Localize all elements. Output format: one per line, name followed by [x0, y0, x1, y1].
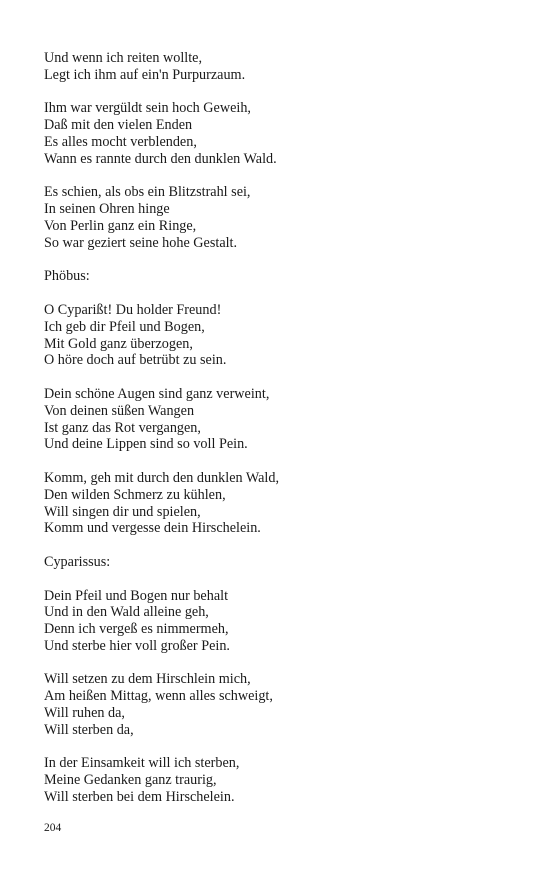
verse-line: Legt ich ihm auf ein'n Purpurzaum.	[44, 66, 246, 83]
verse-line: Ihm war vergüldt sein hoch Geweih,	[44, 100, 251, 117]
verse-line: Dein Pfeil und Bogen nur behalt	[44, 587, 229, 604]
verse-line: Will singen dir und spielen,	[44, 503, 201, 520]
verse-line: Von Perlin ganz ein Ringe,	[44, 217, 197, 234]
verse-line: Am heißen Mittag, wenn alles schweigt,	[44, 688, 273, 705]
verse-line: In der Einsamkeit will ich sterben,	[44, 755, 240, 772]
verse-line: Daß mit den vielen Enden	[44, 117, 193, 134]
speaker-heading	[44, 554, 514, 571]
verse-line: In seinen Ohren hinge	[44, 201, 170, 218]
stanza	[44, 100, 514, 167]
verse-line: Und sterbe hier voll großer Pein.	[44, 637, 230, 654]
verse-line: Komm und vergesse dein Hirschelein.	[44, 520, 261, 537]
verse-line: Und wenn ich reiten wollte,	[44, 50, 202, 66]
verse-line: Und in den Wald alleine geh,	[44, 604, 209, 621]
verse-line: Will setzen zu dem Hirschlein mich,	[44, 671, 251, 688]
verse-line: Und deine Lippen sind so voll Pein.	[44, 436, 248, 453]
verse-line: Es schien, als obs ein Blitzstrahl sei,	[44, 184, 251, 201]
stanza	[44, 302, 514, 369]
stanza	[44, 50, 514, 84]
stanza	[44, 755, 514, 805]
verse-line: O höre doch auf betrübt zu sein.	[44, 352, 227, 369]
stanza	[44, 470, 514, 537]
verse-line: O Cyparißt! Du holder Freund!	[44, 301, 222, 318]
verse-line: Will sterben da,	[44, 721, 134, 738]
verse-line: Will ruhen da,	[44, 705, 125, 722]
page-number: 204	[44, 822, 62, 834]
verse-line: Meine Gedanken ganz traurig,	[44, 772, 217, 789]
verse-line: Wann es rannte durch den dunklen Wald.	[44, 150, 277, 167]
speaker-label: Phöbus:	[44, 268, 90, 285]
stanza	[44, 386, 514, 453]
verse-line: Ist ganz das Rot vergangen,	[44, 419, 201, 436]
verse-line: Den wilden Schmerz zu kühlen,	[44, 486, 226, 503]
poem-text	[44, 50, 514, 823]
verse-line: Will sterben bei dem Hirschelein.	[44, 789, 235, 806]
speaker-heading	[44, 268, 514, 285]
verse-line: Komm, geh mit durch den dunklen Wald,	[44, 469, 280, 486]
stanza	[44, 588, 514, 655]
verse-line: Mit Gold ganz überzogen,	[44, 335, 193, 352]
verse-line: So war geziert seine hohe Gestalt.	[44, 234, 238, 251]
stanza	[44, 671, 514, 738]
verse-line: Von deinen süßen Wangen	[44, 402, 195, 419]
verse-line: Es alles mocht verblenden,	[44, 133, 197, 150]
verse-line: Ich geb dir Pfeil und Bogen,	[44, 318, 205, 335]
speaker-label: Cyparissus:	[44, 553, 111, 570]
verse-line: Dein schöne Augen sind ganz verweint,	[44, 385, 270, 402]
stanza	[44, 184, 514, 251]
verse-line: Denn ich vergeß es nimmermeh,	[44, 621, 229, 638]
